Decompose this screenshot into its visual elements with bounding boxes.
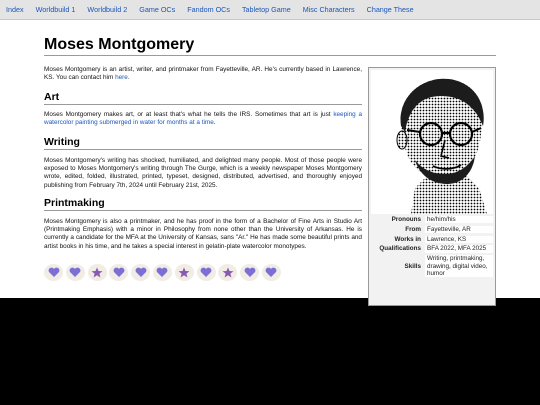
heart-badge bbox=[66, 264, 85, 281]
printmaking-paragraph: Moses Montgomery is also a printmaker, and he has proof in the form of a Bachelor of Fine Arts in Studio Art (Printmaking Emphasis) with a minor in Philosophy from none other than the University of Arkansas. He is currently a candidate for the MFA at the University of Kansas, sans "Ar." He has made some beautiful prints and artist books in his time, and he takes a special interest in gelatin-plate watercolor monotypes. bbox=[44, 218, 362, 250]
infobox-value: BFA 2022, MFA 2025 bbox=[425, 245, 493, 252]
printmaking-heading: Printmaking bbox=[44, 197, 362, 211]
art-paragraph bbox=[44, 111, 362, 127]
infobox-row-pronouns bbox=[371, 216, 493, 223]
infobox-label: Works in bbox=[394, 235, 421, 243]
intro-paragraph bbox=[44, 66, 362, 82]
heart-badge bbox=[131, 264, 150, 281]
intro-end: . bbox=[127, 74, 130, 82]
art-heading: Art bbox=[44, 91, 362, 105]
nav-worldbuild-2[interactable]: Worldbuild 2 bbox=[87, 5, 128, 14]
infobox-value: Fayetteville, AR bbox=[425, 226, 493, 233]
nav-misc-characters[interactable]: Misc Characters bbox=[302, 5, 355, 14]
infobox-row-from bbox=[371, 226, 493, 233]
infobox-value: Writing, printmaking, drawing, digital video, humor bbox=[425, 255, 493, 277]
infobox bbox=[368, 67, 496, 306]
star-badge bbox=[88, 264, 107, 281]
infobox-label: Skills bbox=[404, 262, 421, 270]
portrait-image bbox=[371, 70, 493, 214]
page-title: Moses Montgomery bbox=[44, 36, 496, 56]
contact-link[interactable]: here bbox=[115, 74, 128, 82]
infobox-label: From bbox=[405, 225, 421, 233]
intro-text: Moses Montgomery is an artist, writer, and printmaker from Fayetteville, AR. He's currently based in Lawrence, KS. You can contact him bbox=[44, 66, 362, 82]
star-badge bbox=[218, 264, 237, 281]
infobox-value: Lawrence, KS bbox=[425, 236, 493, 243]
star-badge bbox=[175, 264, 194, 281]
writing-heading: Writing bbox=[44, 136, 362, 150]
nav-change-these[interactable]: Change These bbox=[366, 5, 414, 14]
infobox-label: Qualifications bbox=[379, 245, 421, 253]
infobox-row-skills bbox=[371, 255, 493, 277]
nav-worldbuild-1[interactable]: Worldbuild 1 bbox=[35, 5, 76, 14]
page-content bbox=[0, 20, 540, 298]
infobox-value: he/him/his bbox=[425, 216, 493, 223]
heart-badge bbox=[197, 264, 216, 281]
infobox-row-works-in bbox=[371, 236, 493, 243]
nav-fandom-ocs[interactable]: Fandom OCs bbox=[187, 5, 230, 14]
heart-badge bbox=[153, 264, 172, 281]
top-nav bbox=[0, 0, 540, 20]
writing-paragraph: Moses Montgomery's writing has shocked, humiliated, and delighted many people. Most of those people were exposed to Moses Montgomery's writing through The Gurge, which is a weekly newspaper Moses Montgomery wrote, edited, folded, illustrated, printed, typeset, designed, distributed, advertised, and thoroughly enjoyed publishing from February 7th, 2024 until February 21st, 2025. bbox=[44, 157, 362, 189]
watercolor-link[interactable]: keeping a watercolor painting submerged in water for months at a time bbox=[44, 111, 362, 127]
nav-tabletop-game[interactable]: Tabletop Game bbox=[241, 5, 291, 14]
art-end: . bbox=[213, 119, 216, 127]
badge-row bbox=[44, 264, 284, 281]
infobox-row-qualifications bbox=[371, 245, 493, 252]
art-text: Moses Montgomery makes art, or at least that's what he tells the IRS. Sometimes that art is just bbox=[44, 111, 331, 118]
heart-badge bbox=[240, 264, 259, 281]
heart-badge bbox=[262, 264, 281, 281]
heart-badge bbox=[109, 264, 128, 281]
nav-index[interactable]: Index bbox=[6, 5, 24, 14]
infobox-label: Pronouns bbox=[391, 216, 421, 223]
infobox-rows bbox=[371, 216, 493, 280]
heart-badge bbox=[44, 264, 63, 281]
nav-game-ocs[interactable]: Game OCs bbox=[139, 5, 176, 14]
